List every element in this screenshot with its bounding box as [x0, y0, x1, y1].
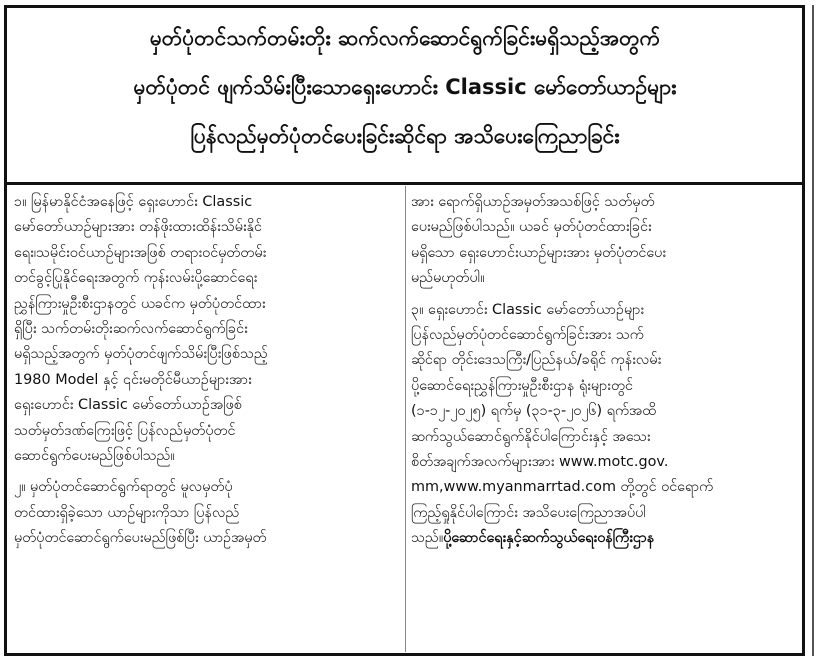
- paragraph-line: ရေး၊သမိုင်းဝင်ယာဉ်များအဖြစ် တရားဝင်မှတ်တမ်း: [14, 244, 267, 261]
- title-line-1: မှတ်ပုံတင်သက်တမ်းတိုး ဆက်လက်ဆောင်ရွက်ခြင်းမရှိသည့်အတွက်: [149, 26, 661, 50]
- left-column: [14, 190, 398, 552]
- paragraph-3: [411, 298, 795, 552]
- paragraph-line: သတ်မှတ်ဒဏ်ကြေးဖြင့် ပြန်လည်မှတ်ပုံတင်: [14, 422, 236, 439]
- paragraph-line: မရှိသော ရှေးဟောင်းယာဉ်များအား မှတ်ပုံတင်ပေး: [411, 244, 666, 261]
- title-line-3: ပြန်လည်မှတ်ပုံတင်ပေးခြင်းဆိုင်ရာ အသိပေးကြေညာခြင်း: [190, 124, 620, 148]
- paragraph-line: ၂။ မှတ်ပုံတင်ဆောင်ရွက်ရာတွင် မူလမှတ်ပုံ: [14, 479, 233, 496]
- paragraph-line: မော်တော်ယာဉ်များအား တန်ဖိုးထားထိန်းသိမ်းနိုင်: [14, 219, 263, 236]
- title-divider: [7, 182, 802, 185]
- paragraph-ending: သည်။: [411, 530, 444, 547]
- right-column: [411, 190, 795, 552]
- column-divider: [405, 186, 406, 652]
- paragraph-1: [14, 190, 398, 469]
- title-line-2: မှတ်ပုံတင် ဖျက်သိမ်းပြီးသောရှေးဟောင်း Classic မော်တော်ယာဉ်များ: [133, 75, 677, 99]
- paragraph-line: မည်မဟုတ်ပါ။: [411, 270, 485, 287]
- paragraph-line: စိတ်အချက်အလက်များအား www.motc.gov.: [411, 454, 669, 471]
- paragraph-line: ကြည့်ရှုနိုင်ပါကြောင်း အသိပေးကြေညာအပ်ပါ: [411, 504, 646, 521]
- paragraph-2: [14, 475, 398, 551]
- paragraph-line: mm,www.myanmarrtad.com တို့တွင် ဝင်ရောက်: [411, 479, 714, 496]
- paragraph-line: ဆိုင်ရာ တိုင်းဒေသကြီး/ပြည်နယ်/ခရိုင် ကုန်းလမ်း: [411, 352, 662, 369]
- paragraph-2-continued: [411, 190, 795, 292]
- paragraph-line: (၁-၁၂-၂၀၂၅) ရက်မှ (၃၁-၃-၂၀၂၆) ရက်အထိ: [411, 403, 657, 420]
- paragraph-line: ၁။ မြန်မာနိုင်ငံအနေဖြင့် ရှေးဟောင်း Classic: [14, 194, 253, 210]
- paragraph-last-line: [411, 526, 795, 551]
- paragraph-line: ၃။ ရှေးဟောင်း Classic မော်တော်ယာဉ်များ: [411, 301, 645, 318]
- paragraph-line: ရှေးဟောင်း Classic မော်တော်ယာဉ်အဖြစ်: [14, 397, 242, 414]
- paragraph-line: ဆက်သွယ်ဆောင်ရွက်နိုင်ပါကြောင်းနှင့် အသေး: [411, 428, 651, 445]
- paragraph-line: ပြန်လည်မှတ်ပုံတင်ဆောင်ရွက်ခြင်းအား သက်: [411, 327, 644, 344]
- paragraph-line: အား ရောက်ရှိယာဉ်အမှတ်အသစ်ဖြင့် သတ်မှတ်: [411, 194, 655, 210]
- paragraph-line: ပေးမည်ဖြစ်ပါသည်။ ယခင် မှတ်ပုံတင်ထားခြင်း: [411, 219, 652, 236]
- paragraph-line: မရှိသည့်အတွက် မှတ်ပုံတင်ဖျက်သိမ်းပြီးဖြစ်သည့်: [14, 346, 268, 363]
- paragraph-line: 1980 Model နှင့် ၎င်းမတိုင်မီယာဉ်များအား: [14, 371, 252, 388]
- paragraph-line: ဆောင်ရွက်ပေးမည်ဖြစ်ပါသည်။: [14, 448, 175, 465]
- paragraph-line: မှတ်ပုံတင်ဆောင်ရွက်ပေးမည်ဖြစ်ပြီး ယာဉ်အမှတ်: [14, 530, 267, 547]
- paragraph-line: တင်ခွင့်ပြုနိုင်ရေးအတွက် ကုန်းလမ်းပို့ဆောင်ရေး: [14, 270, 258, 287]
- paragraph-line: ပို့ဆောင်ရေးညွှန်ကြားမှုဦးစီးဌာန ရုံးများတွင်: [411, 377, 633, 394]
- page-edge-rule: [812, 5, 814, 656]
- paragraph-line: တင်ထားရှိခဲ့သော ယာဉ်များကိုသာ ပြန်လည်: [14, 504, 240, 521]
- notice-title: [10, 14, 800, 161]
- paragraph-line: ရှိပြီး သက်တမ်းတိုးဆက်လက်ဆောင်ရွက်ခြင်း: [14, 321, 248, 338]
- ministry-signature: ပို့ဆောင်ရေးနှင့်ဆက်သွယ်ရေးဝန်ကြီးဌာန: [443, 530, 655, 547]
- paragraph-line: ညွှန်ကြားမှုဦးစီးဌာနတွင် ယခင်က မှတ်ပုံတင်ထား: [14, 295, 266, 312]
